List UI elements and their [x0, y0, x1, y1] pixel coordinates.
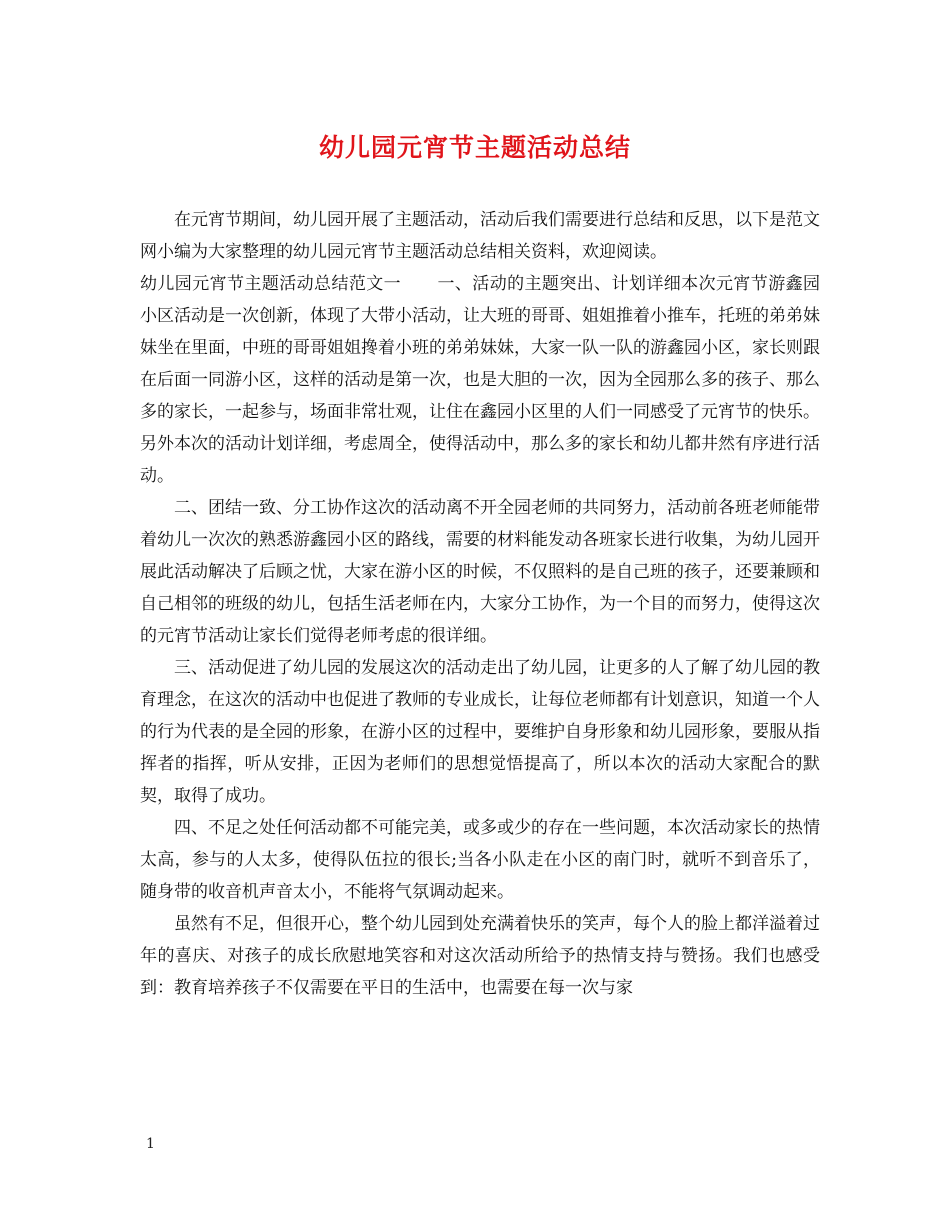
document-title: 幼儿园元宵节主题活动总结: [318, 133, 631, 162]
paragraph-one: 一、活动的主题突出、计划详细本次元宵节游鑫园小区活动是一次创新，体现了大带小活动，让大班的哥哥、姐姐推着小推车，托班的弟弟妹妹坐在里面，中班的哥哥姐姐搀着小班的弟弟妹妹，大家一队一队的游鑫园小区，家长则跟在后面一同游小区，这样的活动是第一次，也是大胆的一次，因为全园那么多的孩子、那么多的家长，一起参与，场面非常壮观，让住在鑫园小区里的人们一同感受了元宵节的快乐。另外本次的活动计划详细，考虑周全，使得活动中，那么多的家长和幼儿都井然有序进行活动。: [140, 274, 821, 486]
intro-paragraph: 在元宵节期间，幼儿园开展了主题活动，活动后我们需要进行总结和反思，以下是范文网小编为大家整理的幼儿园元宵节主题活动总结相关资料，欢迎阅读。: [140, 210, 820, 262]
paragraph-two: 二、团结一致、分工协作这次的活动离不开全园老师的共同努力，活动前各班老师能带着幼儿一次次的熟悉游鑫园小区的路线，需要的材料能发动各班家长进行收集，为幼儿园开展此活动解决了后顾之忧，大家在游小区的时候，不仅照料的是自己班的孩子，还要兼顾和自己相邻的班级的幼儿，包括生活老师在内，大家分工协作，为一个目的而努力，使得这次的元宵节活动让家长们觉得老师考虑的很详细。: [140, 498, 820, 646]
page-number: 1: [146, 1136, 155, 1152]
sample-heading: 幼儿园元宵节主题活动总结范文一: [140, 274, 402, 294]
sample-paragraph-one: [140, 268, 820, 492]
paragraph-three: 三、活动促进了幼儿园的发展这次的活动走出了幼儿园，让更多的人了解了幼儿园的教育理念，在这次的活动中也促进了教师的专业成长，让每位老师都有计划意识，知道一个人的行为代表的是全园的形象，在游小区的过程中，要维护自身形象和幼儿园形象，要服从指挥者的指挥，听从安排，正因为老师们的思想觉悟提高了，所以本次的活动大家配合的默契，取得了成功。: [140, 658, 820, 806]
paragraph-four: 四、不足之处任何活动都不可能完美，或多或少的存在一些问题，本次活动家长的热情太高，参与的人太多，使得队伍拉的很长;当各小队走在小区的南门时，就听不到音乐了，随身带的收音机声音太小，不能将气氛调动起来。: [140, 818, 820, 902]
paragraph-five: 虽然有不足，但很开心，整个幼儿园到处充满着快乐的笑声，每个人的脸上都洋溢着过年的喜庆、对孩子的成长欣慰地笑容和对这次活动所给予的热情支持与赞扬。我们也感受到：教育培养孩子不仅需要在平日的生活中，也需要在每一次与家: [140, 914, 820, 998]
document-body: [140, 204, 820, 1004]
